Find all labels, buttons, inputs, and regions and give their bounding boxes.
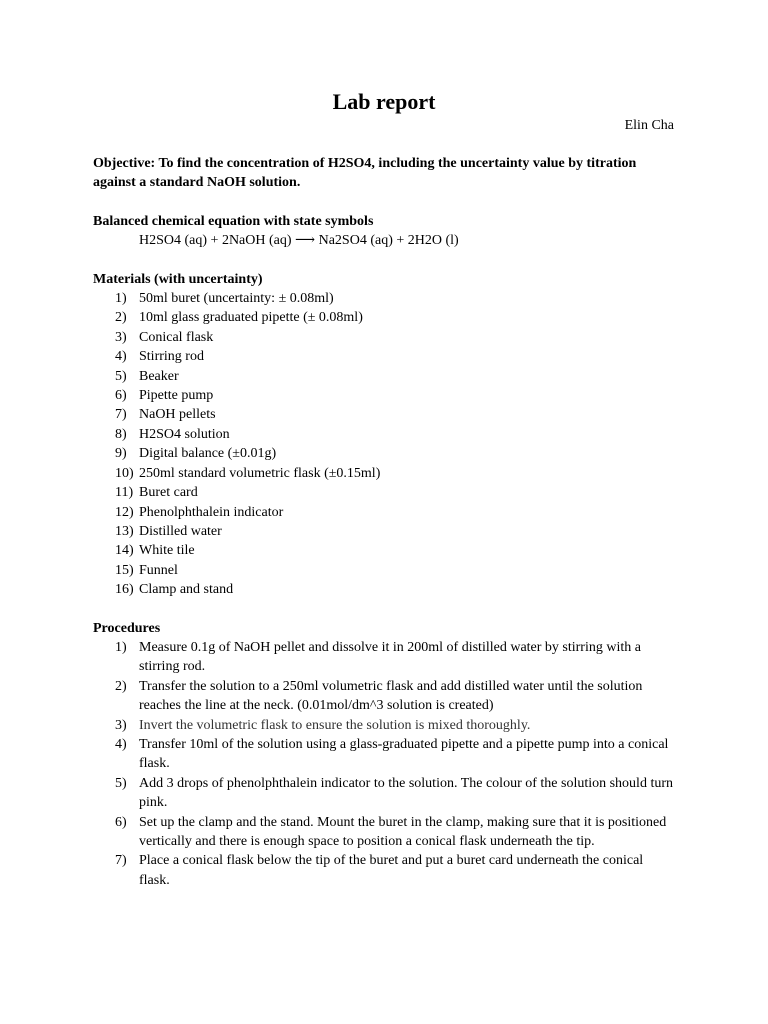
item-number: 5): [115, 775, 127, 791]
item-text: Funnel: [139, 562, 178, 578]
item-text: 50ml buret (uncertainty: ± 0.08ml): [139, 291, 334, 307]
item-number: 13): [115, 523, 134, 539]
list-item: [93, 483, 673, 502]
item-number: 11): [115, 485, 134, 501]
list-item: [93, 638, 673, 677]
spacer: [93, 251, 673, 270]
list-item: [93, 813, 673, 852]
item-text: Transfer the solution to a 250ml volumetric flask and add distilled water until the solution reaches the line at the neck. (0.01mol/dm^3 solution is created): [139, 678, 643, 714]
list-item: [93, 541, 673, 560]
item-number: 15): [115, 562, 134, 578]
item-text: NaOH pellets: [139, 407, 216, 423]
item-number: 6): [115, 814, 127, 830]
item-text: Pipette pump: [139, 388, 214, 404]
list-item: [93, 735, 673, 774]
item-number: 5): [115, 368, 127, 384]
spacer: [93, 600, 673, 619]
procedures-list: [93, 638, 673, 890]
item-number: 14): [115, 543, 134, 559]
item-text: Phenolphthalein indicator: [139, 504, 284, 520]
item-text: Beaker: [139, 368, 179, 384]
item-number: 1): [115, 291, 127, 307]
document-body: [93, 154, 673, 890]
author-name: Elin Cha: [624, 118, 674, 133]
balanced-equation: H2SO4 (aq) + 2NaOH (aq) ⟶ Na2SO4 (aq) + 2H2O (l): [139, 233, 459, 249]
procedures-heading: Procedures: [93, 620, 161, 636]
item-number: 7): [115, 853, 127, 869]
item-text: Stirring rod: [139, 349, 204, 365]
item-text: 250ml standard volumetric flask (±0.15ml): [139, 465, 381, 481]
document-title: Lab report: [332, 89, 436, 114]
item-text: Digital balance (±0.01g): [139, 446, 277, 462]
list-item: [93, 774, 673, 813]
list-item: [93, 405, 673, 424]
list-item: [93, 464, 673, 483]
list-item: [93, 503, 673, 522]
item-number: 7): [115, 407, 127, 423]
list-item: [93, 677, 673, 716]
list-item: [93, 386, 673, 405]
item-text: Add 3 drops of phenolphthalein indicator to the solution. The colour of the solution should turn pink.: [139, 775, 674, 811]
item-text: Transfer 10ml of the solution using a glass-graduated pipette and a pipette pump into a conical flask.: [139, 736, 669, 772]
objective-paragraph: Objective: To find the concentration of H2SO4, including the uncertainty value by titration against a standard NaOH solution.: [93, 156, 637, 191]
item-text: Place a conical flask below the tip of the buret and put a buret card underneath the conical flask.: [139, 853, 644, 888]
spacer: [93, 193, 673, 212]
list-item: [93, 289, 673, 308]
item-text: White tile: [139, 543, 195, 559]
item-text: Invert the volumetric flask to ensure the solution is mixed thoroughly.: [139, 717, 531, 733]
list-item: [93, 308, 673, 327]
item-text: Distilled water: [139, 523, 222, 539]
item-text: Buret card: [139, 485, 198, 501]
list-item: [93, 851, 673, 890]
list-item: [93, 580, 673, 599]
item-text: Clamp and stand: [139, 582, 234, 598]
list-item: [93, 561, 673, 580]
materials-list: [93, 289, 673, 600]
list-item: [93, 444, 673, 463]
equation-heading: Balanced chemical equation with state symbols: [93, 213, 374, 229]
item-text: Set up the clamp and the stand. Mount the buret in the clamp, making sure that it is positioned vertically and there is enough space to position a conical flask underneath the tip.: [139, 814, 667, 849]
list-item: [93, 522, 673, 541]
item-text: 10ml glass graduated pipette (± 0.08ml): [139, 310, 363, 326]
list-item: [93, 716, 673, 735]
item-number: 3): [115, 329, 127, 345]
item-text: Conical flask: [139, 329, 214, 345]
item-number: 12): [115, 504, 134, 520]
list-item: [93, 425, 673, 444]
item-number: 4): [115, 349, 127, 365]
item-number: 9): [115, 446, 127, 462]
list-item: [93, 328, 673, 347]
list-item: [93, 367, 673, 386]
item-number: 16): [115, 582, 134, 598]
item-number: 8): [115, 426, 127, 442]
item-number: 4): [115, 736, 127, 752]
materials-heading: Materials (with uncertainty): [93, 271, 263, 287]
item-number: 2): [115, 678, 127, 694]
item-number: 1): [115, 639, 127, 655]
item-number: 6): [115, 388, 127, 404]
item-number: 3): [115, 717, 127, 733]
item-text: H2SO4 solution: [139, 426, 230, 442]
list-item: [93, 347, 673, 366]
item-number: 2): [115, 310, 127, 326]
item-number: 10): [115, 465, 134, 481]
item-text: Measure 0.1g of NaOH pellet and dissolve it in 200ml of distilled water by stirring with a stirring rod.: [139, 639, 641, 675]
